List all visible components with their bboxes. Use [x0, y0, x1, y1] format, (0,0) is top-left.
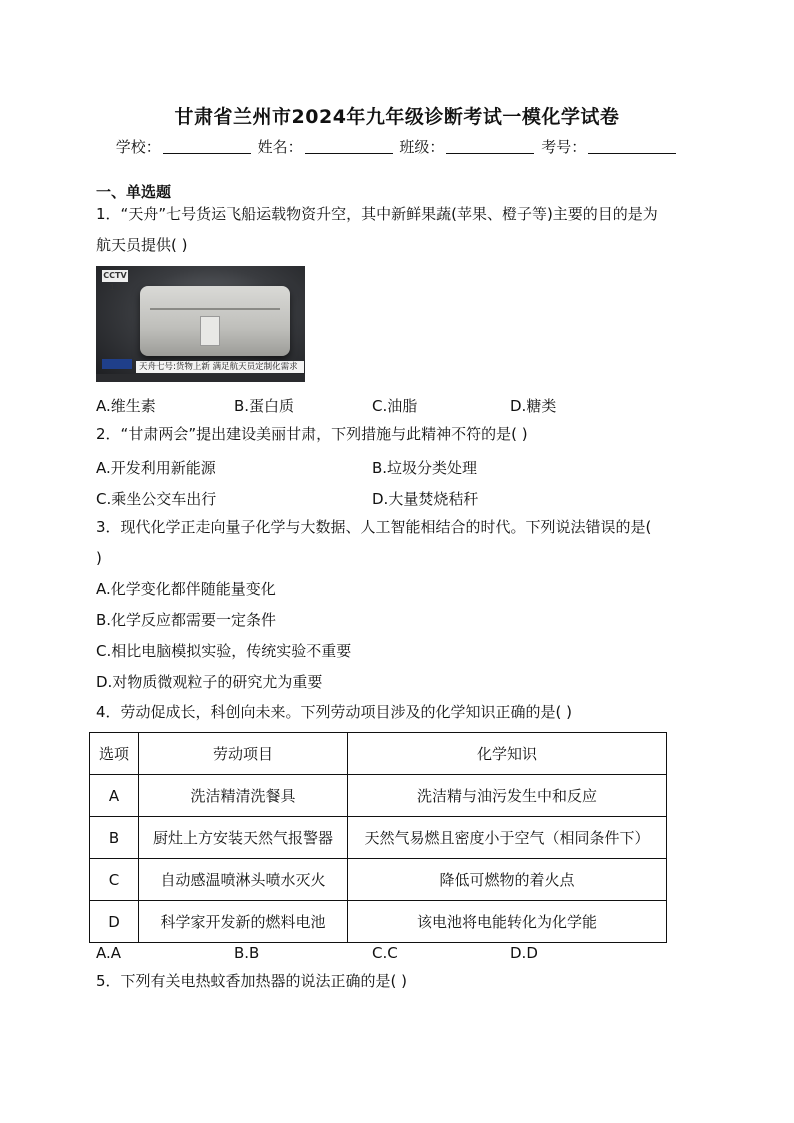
table-cell: D [90, 901, 139, 943]
question-3-line1: 3．现代化学正走向量子化学与大数据、人工智能相结合的时代。下列说法错误的是( [96, 518, 652, 536]
cargo-box-image [140, 286, 290, 356]
question-1-line2: 航天员提供( ) [96, 236, 188, 254]
q1-option-d[interactable]: D.糖类 [510, 397, 557, 415]
table-cell: 科学家开发新的燃料电池 [139, 901, 348, 943]
ticker-strip [96, 374, 305, 382]
q2-option-a[interactable]: A.开发利用新能源 [96, 459, 216, 477]
student-info-line [0, 136, 794, 157]
caption-tag [102, 359, 132, 369]
q4-option-d[interactable]: D.D [510, 944, 538, 962]
question-1-line1: 1．“天舟”七号货运飞船运载物资升空，其中新鲜果蔬(苹果、橙子等)主要的目的是为 [96, 205, 658, 223]
q3-option-c[interactable]: C.相比电脑模拟实验，传统实验不重要 [96, 642, 352, 660]
exam-number-label: 考号： [541, 138, 587, 156]
section-heading: 一、单选题 [96, 183, 172, 201]
table-row [90, 859, 667, 901]
question-5-stem: 5．下列有关电热蚊香加热器的说法正确的是( ) [96, 972, 408, 990]
table-cell: 天然气易燃且密度小于空气（相同条件下） [348, 817, 667, 859]
class-blank[interactable] [446, 139, 534, 154]
q1-option-b[interactable]: B.蛋白质 [234, 397, 295, 415]
q4-option-b[interactable]: B.B [234, 944, 260, 962]
table-cell: B [90, 817, 139, 859]
table-cell: 洗洁精清洗餐具 [139, 775, 348, 817]
q3-option-d[interactable]: D.对物质微观粒子的研究尤为重要 [96, 673, 323, 691]
table-cell: 该电池将电能转化为化学能 [348, 901, 667, 943]
exam-number-blank[interactable] [588, 139, 676, 154]
table-cell: A [90, 775, 139, 817]
school-blank[interactable] [163, 139, 251, 154]
exam-title: 甘肃省兰州市2024年九年级诊断考试一模化学试卷 [174, 106, 620, 128]
question-4-table [89, 732, 667, 943]
q2-option-d[interactable]: D.大量焚烧秸秆 [372, 490, 479, 508]
school-label: 学校： [115, 138, 161, 156]
photo-caption: 天舟七号:货物上新 满足航天员定制化需求 [136, 361, 304, 373]
question-2-stem: 2．“甘肃两会”提出建设美丽甘肃，下列措施与此精神不符的是( ) [96, 425, 528, 443]
q4-option-a[interactable]: A.A [96, 944, 122, 962]
name-blank[interactable] [305, 139, 393, 154]
table-row [90, 901, 667, 943]
table-cell: C [90, 859, 139, 901]
question-3-line2: ) [96, 549, 102, 567]
q2-option-b[interactable]: B.垃圾分类处理 [372, 459, 478, 477]
name-label: 姓名： [257, 138, 303, 156]
table-header-cell: 选项 [90, 733, 139, 775]
table-header-row [90, 733, 667, 775]
class-label: 班级： [399, 138, 445, 156]
table-header-cell: 劳动项目 [139, 733, 348, 775]
table-row [90, 775, 667, 817]
q4-option-c[interactable]: C.C [372, 944, 398, 962]
table-cell: 降低可燃物的着火点 [348, 859, 667, 901]
q1-option-c[interactable]: C.油脂 [372, 397, 418, 415]
q3-option-a[interactable]: A.化学变化都伴随能量变化 [96, 580, 276, 598]
q3-option-b[interactable]: B.化学反应都需要一定条件 [96, 611, 277, 629]
table-row [90, 817, 667, 859]
table-cell: 厨灶上方安装天然气报警器 [139, 817, 348, 859]
question-4-stem: 4．劳动促成长，科创向未来。下列劳动项目涉及的化学知识正确的是( ) [96, 703, 573, 721]
tv-logo: CCTV 13 [103, 271, 127, 292]
table-cell: 洗洁精与油污发生中和反应 [348, 775, 667, 817]
q2-option-c[interactable]: C.乘坐公交车出行 [96, 490, 217, 508]
q1-option-a[interactable]: A.维生素 [96, 397, 156, 415]
table-cell: 自动感温喷淋头喷水灭火 [139, 859, 348, 901]
table-header-cell: 化学知识 [348, 733, 667, 775]
question-1-photo [96, 266, 305, 382]
